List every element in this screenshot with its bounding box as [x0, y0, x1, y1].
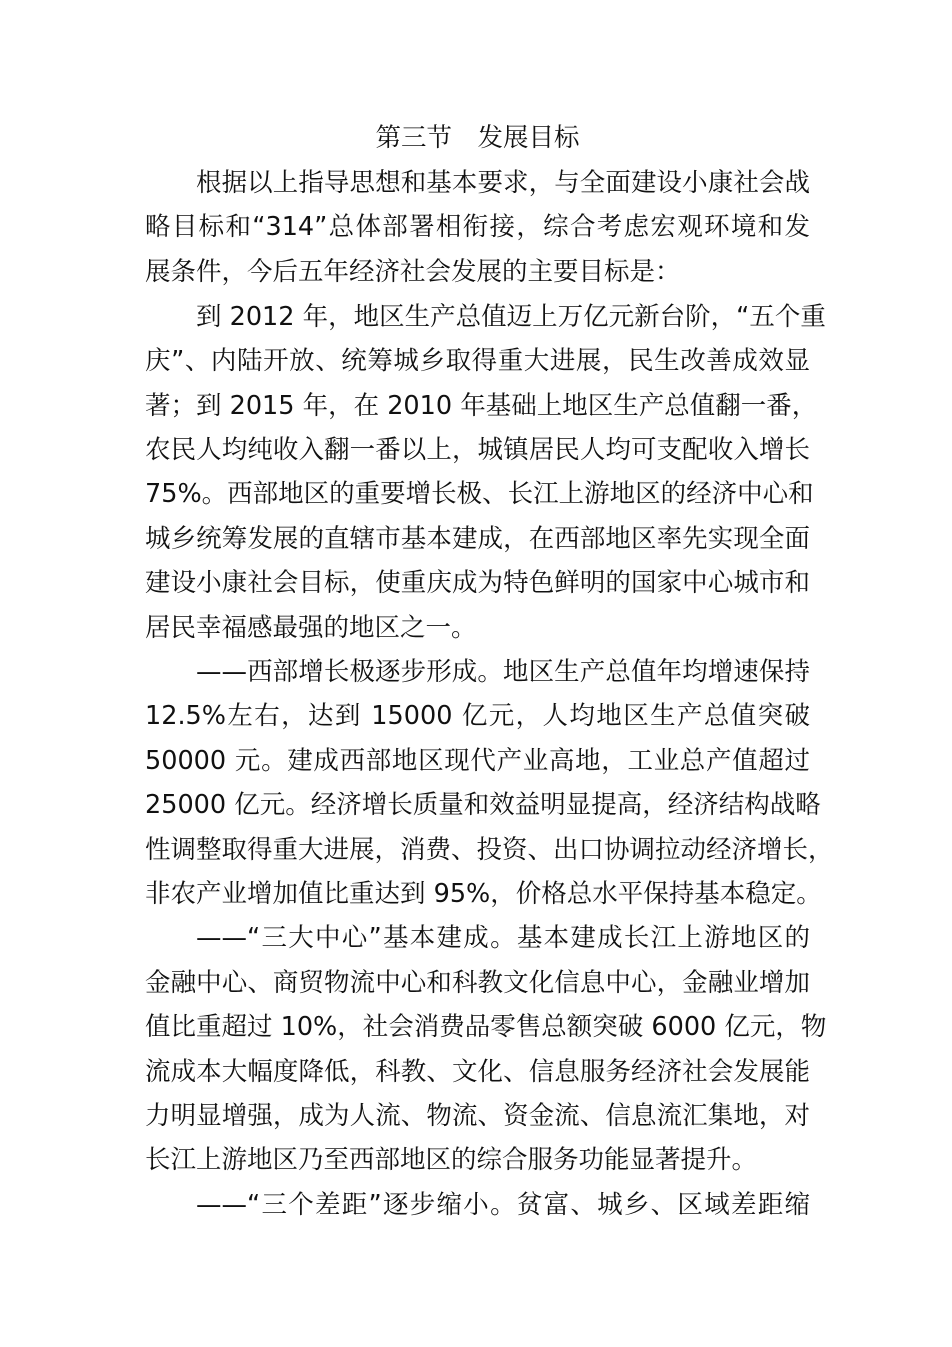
paragraph-line: 75%。西部地区的重要增长极、长江上游地区的经济中心和	[145, 479, 814, 509]
paragraph-line: 长江上游地区乃至西部地区的综合服务功能显著提升。	[145, 1145, 758, 1175]
paragraph-line: 略目标和“314”总体部署相衔接，综合考虑宏观环境和发	[145, 212, 810, 242]
paragraph-line: 12.5%左右，达到 15000 亿元，人均地区生产总值突破	[145, 701, 810, 731]
paragraph-line: 建设小康社会目标，使重庆成为特色鲜明的国家中心城市和	[145, 568, 810, 598]
paragraph-line: ——“三个差距”逐步缩小。贫富、城乡、区域差距缩	[196, 1190, 810, 1220]
paragraph-line: 金融中心、商贸物流中心和科教文化信息中心，金融业增加	[145, 968, 810, 998]
paragraph-line: 25000 亿元。经济增长质量和效益明显提高，经济结构战略	[145, 790, 821, 820]
paragraph-line: 居民幸福感最强的地区之一。	[145, 613, 477, 643]
paragraph-line: 50000 元。建成西部地区现代产业高地，工业总产值超过	[145, 746, 810, 776]
paragraph-line: 性调整取得重大进展，消费、投资、出口协调拉动经济增长，	[145, 835, 834, 865]
paragraph-line: 著；到 2015 年，在 2010 年基础上地区生产总值翻一番，	[145, 391, 818, 421]
paragraph-line: ——“三大中心”基本建成。基本建成长江上游地区的	[196, 923, 810, 953]
paragraph-line: 农民人均纯收入翻一番以上，城镇居民人均可支配收入增长	[145, 435, 810, 465]
section-title: 第三节 发展目标	[375, 123, 580, 153]
paragraph-line: 值比重超过 10%，社会消费品零售总额突破 6000 亿元，物	[145, 1012, 827, 1042]
paragraph-line: 非农产业增加值比重达到 95%，价格总水平保持基本稳定。	[145, 879, 822, 909]
paragraph-line: 展条件，今后五年经济社会发展的主要目标是：	[145, 257, 681, 287]
paragraph-line: 力明显增强，成为人流、物流、资金流、信息流汇集地，对	[145, 1101, 810, 1131]
paragraph-line: 流成本大幅度降低，科教、文化、信息服务经济社会发展能	[145, 1057, 810, 1087]
paragraph-line: 庆”、内陆开放、统筹城乡取得重大进展，民生改善成效显	[145, 346, 810, 376]
paragraph-line: 城乡统筹发展的直辖市基本建成，在西部地区率先实现全面	[145, 524, 810, 554]
paragraph-line: ——西部增长极逐步形成。地区生产总值年均增速保持	[196, 657, 810, 687]
paragraph-line: 到 2012 年，地区生产总值迈上万亿元新台阶，“五个重	[196, 302, 826, 332]
paragraph-line: 根据以上指导思想和基本要求，与全面建设小康社会战	[196, 168, 810, 198]
